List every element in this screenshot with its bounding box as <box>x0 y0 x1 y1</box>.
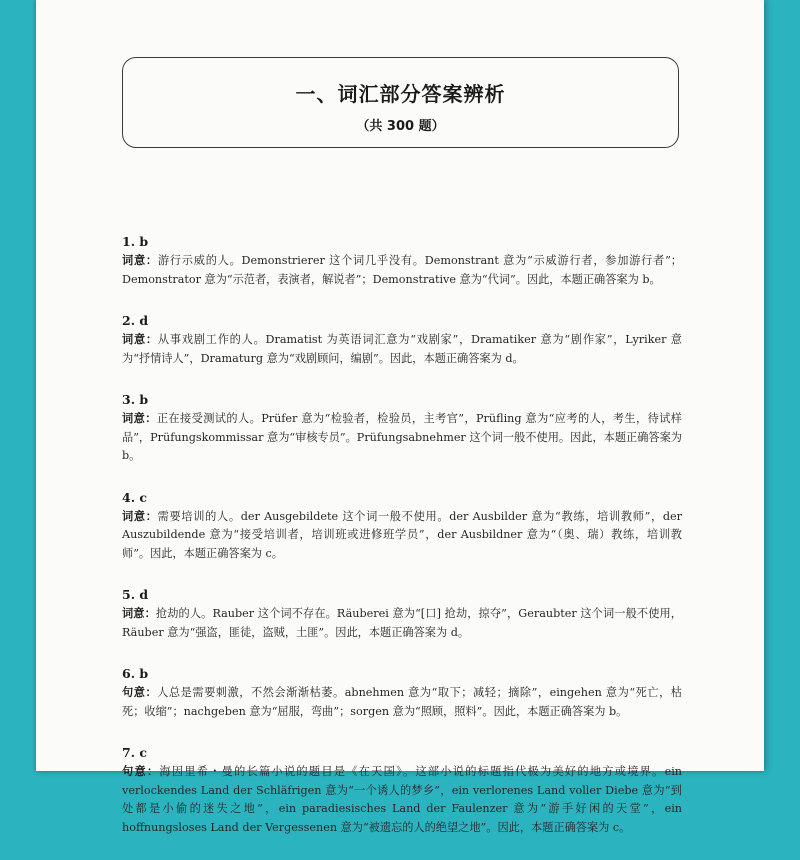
answer-explanation <box>122 762 682 837</box>
answer-text: 从事戏剧工作的人。Dramatist 为英语词汇意为“戏剧家”，Dramatiker 意为“剧作家”，Lyriker 意为“抒情诗人”，Dramaturg 意为“戏剧顾问，编剧”。因此，本题正确答案为 d。 <box>122 333 682 365</box>
answer-list <box>122 233 682 860</box>
answer-explanation <box>122 683 682 721</box>
answer-number: 2. d <box>122 313 149 328</box>
answer-explanation <box>122 507 682 564</box>
answer-entry-3 <box>122 391 682 466</box>
answer-entry-6 <box>122 665 682 721</box>
answer-number: 7. c <box>122 745 148 760</box>
answer-text: 正在接受测试的人。Prüfer 意为“检验者，检验员，主考官”，Prüfling 意为“应考的人，考生，待试样品”，Prüfungskommissar 意为“审核专员”。Prüfungsabnehmer 这个词一般不使用。因此，本题正确答案为 b。 <box>122 412 682 462</box>
section-title: 一、词汇部分答案辨析 <box>295 82 506 106</box>
answer-text: 海因里希・曼的长篇小说的题目是《在天国》。这部小说的标题指代极为美好的地方或境界。ein verlockendes Land der Schläfrigen 意为“一个诱人的梦乡”，ein verlorenes Land voller Diebe 意为“到处都是小偷的迷失之地”，ein paradiesisches Land der Faulenzer 意为“游手好闲的天堂”，ein hoffnungsloses Land der Vergessenen 意为“被遗忘的人的绝望之地”。因此，本题正确答案为 c。 <box>122 765 682 834</box>
answer-text: 需要培训的人。der Ausgebildete 这个词一般不使用。der Ausbilder 意为“教练，培训教师”，der Auszubildende 意为“接受培训者，培训班或进修班学员”，der Ausbildner 意为“（奥、瑞）教练，培训教师”。因此，本题正确答案为 c。 <box>122 509 682 560</box>
answer-label: 词意： <box>122 411 157 425</box>
answer-entry-1 <box>122 233 682 289</box>
answer-entry-2 <box>122 312 682 368</box>
answer-label: 词意： <box>122 606 156 620</box>
answer-number: 3. b <box>122 392 149 407</box>
section-subtitle: （共 300 题） <box>356 119 445 134</box>
answer-explanation <box>122 604 682 642</box>
answer-entry-5 <box>122 586 682 642</box>
answer-text: 游行示威的人。Demonstrierer 这个词几乎没有。Demonstrant 意为“示威游行者，参加游行者”；Demonstrator 意为“示范者，表演者，解说者”；Demonstrative 意为“代词”。因此，本题正确答案为 b。 <box>122 254 682 286</box>
answer-label: 句意： <box>122 764 160 778</box>
answer-explanation <box>122 409 682 466</box>
answer-label: 词意： <box>122 332 158 346</box>
book-page <box>36 0 764 834</box>
answer-entry-7 <box>122 744 682 837</box>
answer-label: 句意： <box>122 685 158 699</box>
answer-number: 6. b <box>122 666 149 681</box>
answer-entry-4 <box>122 489 682 564</box>
answer-explanation <box>122 330 682 368</box>
section-title-box <box>122 57 679 148</box>
answer-label: 词意： <box>122 253 158 267</box>
answer-number: 1. b <box>122 234 149 249</box>
answer-number: 5. d <box>122 587 149 602</box>
answer-text: 抢劫的人。Rauber 这个词不存在。Räuberei 意为“[口] 抢劫，掠夺”，Geraubter 这个词一般不使用，Räuber 意为“强盗，匪徒，盗贼，土匪”。因此，本题正确答案为 d。 <box>122 607 682 639</box>
answer-label: 词意： <box>122 508 158 523</box>
answer-text: 人总是需要刺激，不然会渐渐枯萎。abnehmen 意为“取下；减轻；摘除”，eingehen 意为“死亡，枯死；收缩”；nachgeben 意为“屈服，弯曲”；sorgen 意为“照顾，照料”。因此，本题正确答案为 b。 <box>122 686 682 718</box>
answer-explanation <box>122 251 682 289</box>
answer-number: 4. c <box>122 489 148 505</box>
